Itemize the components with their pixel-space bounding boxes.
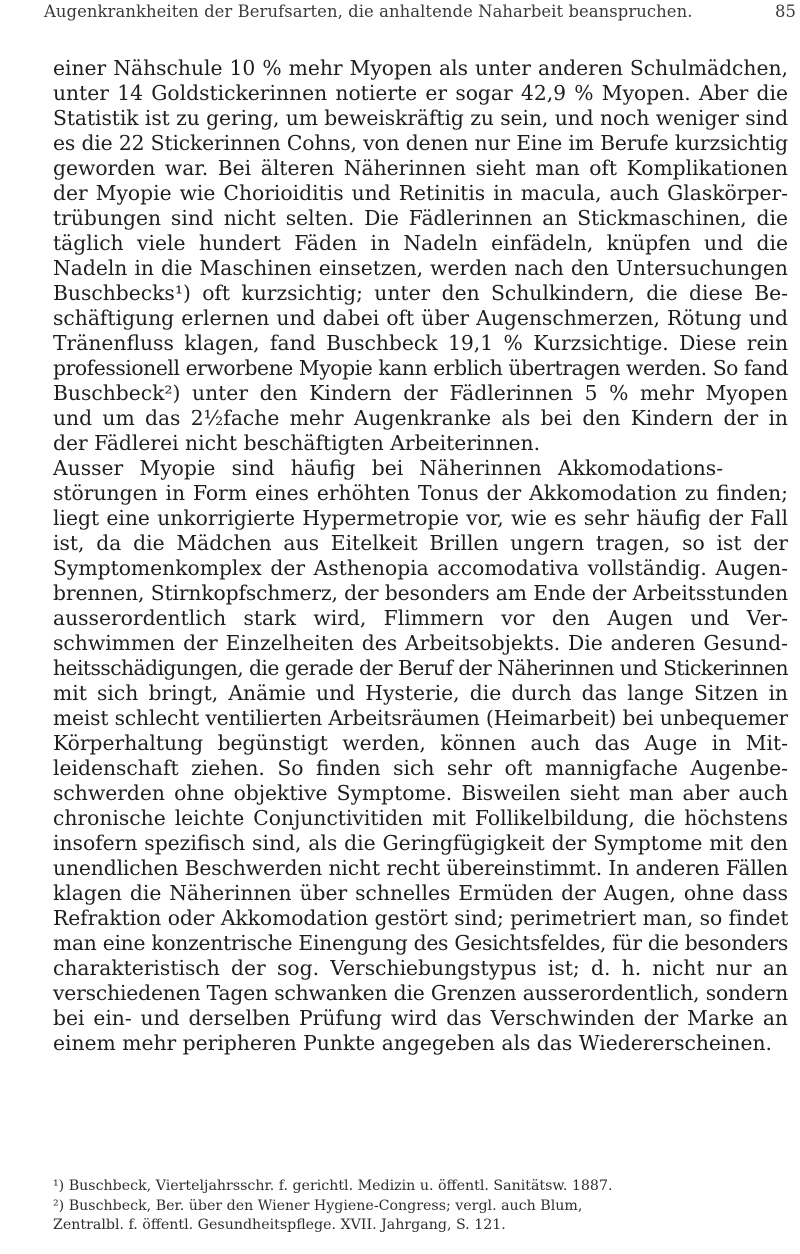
footnote-line: ²) Buschbeck, Ber. über den Wiener Hygiene-Congress; vergl. auch Blum, (53, 1197, 583, 1214)
text-line: unendlichen Beschwerden nicht recht übereinstimmt. In anderen Fällen (53, 856, 788, 880)
text-line: unter 14 Goldstickerinnen notierte er sogar 42,9 % Myopen. Aber die (53, 81, 788, 105)
text-line: bei ein- und derselben Prüfung wird das Verschwinden der Marke an (53, 1006, 788, 1030)
text-line: Körperhaltung begünstigt werden, können auch das Auge in Mit- (53, 731, 788, 755)
footnote-line: Zentralbl. f. öffentl. Gesundheitspflege. XVII. Jahrgang, S. 121. (53, 1217, 506, 1234)
text-line: der Fädlerei nicht beschäftigten Arbeiterinnen. (53, 431, 541, 455)
text-line: es die 22 Stickerinnen Cohns, von denen nur Eine im Berufe kurzsichtig (53, 131, 788, 155)
text-line: schwerden ohne objektive Symptome. Bisweilen sieht man aber auch (53, 781, 788, 805)
running-header (44, 0, 796, 26)
text-line: einer Nähschule 10 % mehr Myopen als unter anderen Schulmädchen, (53, 56, 788, 80)
text-line: klagen die Näherinnen über schnelles Ermüden der Augen, ohne dass (53, 881, 788, 905)
text-line: mit sich bringt, Anämie und Hysterie, die durch das lange Sitzen in (53, 681, 788, 705)
text-line: Tränenfluss klagen, fand Buschbeck 19,1 % Kurzsichtige. Diese rein (53, 331, 788, 355)
text-line: täglich viele hundert Fäden in Nadeln einfädeln, knüpfen und die (53, 231, 788, 255)
text-line: chronische leichte Conjunctivitiden mit Follikelbildung, die höchstens (53, 806, 788, 830)
running-title: Augenkrankheiten der Berufsarten, die anhaltende Naharbeit beanspruchen. (44, 2, 693, 21)
footnote-line: ¹) Buschbeck, Vierteljahrsschr. f. gerichtl. Medizin u. öffentl. Sanitätsw. 1887. (53, 1178, 613, 1194)
text-line: man eine konzentrische Einengung des Gesichtsfeldes, für die besonders (53, 931, 788, 955)
body-text (53, 56, 788, 1056)
text-line: Buschbeck²) unter den Kindern der Fädlerinnen 5 % mehr Myopen (53, 381, 788, 405)
text-line: einem mehr peripheren Punkte angegeben als das Wiedererscheinen. (53, 1031, 772, 1055)
text-line: liegt eine unkorrigierte Hypermetropie vor, wie es sehr häufig der Fall (53, 506, 788, 530)
text-line: Refraktion oder Akkomodation gestört sind; perimetriert man, so findet (53, 906, 788, 930)
text-line: Statistik ist zu gering, um beweiskräftig zu sein, und noch weniger sind (53, 106, 788, 130)
footnotes (53, 1177, 788, 1236)
text-line: störungen in Form eines erhöhten Tonus der Akkomodation zu finden; (53, 481, 788, 505)
text-line: Nadeln in die Maschinen einsetzen, werden nach den Untersuchungen (53, 256, 788, 280)
page-number: 85 (774, 2, 796, 21)
text-line: schwimmen der Einzelheiten des Arbeitsobjekts. Die anderen Gesund- (53, 631, 788, 655)
text-line: professionell erworbene Myopie kann erblich übertragen werden. So fand (53, 356, 788, 380)
text-line: verschiedenen Tagen schwanken die Grenzen ausserordentlich, sondern (53, 981, 788, 1005)
text-line: geworden war. Bei älteren Näherinnen sieht man oft Komplikationen (53, 156, 788, 180)
text-line: insofern spezifisch sind, als die Geringfügigkeit der Symptome mit den (53, 831, 788, 855)
text-line: ist, da die Mädchen aus Eitelkeit Brillen ungern tragen, so ist der (53, 531, 788, 555)
text-line: Buschbecks¹) oft kurzsichtig; unter den Schulkindern, die diese Be- (53, 281, 788, 305)
text-line: heitsschädigungen, die gerade der Beruf der Näherinnen und Stickerinnen (53, 656, 788, 680)
text-line: meist schlecht ventilierten Arbeitsräumen (Heimarbeit) bei unbequemer (53, 706, 788, 730)
text-line: ausserordentlich stark wird, Flimmern vor den Augen und Ver- (53, 606, 788, 630)
text-line: trübungen sind nicht selten. Die Fädlerinnen an Stickmaschinen, die (53, 206, 788, 230)
text-line: der Myopie wie Chorioiditis und Retinitis in macula, auch Glaskörper- (53, 181, 788, 205)
text-line: und um das 2½fache mehr Augenkranke als bei den Kindern der in (53, 406, 788, 430)
text-line: leidenschaft ziehen. So finden sich sehr oft mannigfache Augenbe- (53, 756, 788, 780)
text-line: schäftigung erlernen und dabei oft über Augenschmerzen, Rötung und (53, 306, 788, 330)
text-line: Ausser Myopie sind häufig bei Näherinnen Akkomodations- (53, 456, 724, 480)
text-line: charakteristisch der sog. Verschiebungstypus ist; d. h. nicht nur an (53, 956, 788, 980)
text-line: Symptomenkomplex der Asthenopia accomodativa vollständig. Augen- (53, 556, 788, 580)
text-line: brennen, Stirnkopfschmerz, der besonders am Ende der Arbeitsstunden (53, 581, 788, 605)
